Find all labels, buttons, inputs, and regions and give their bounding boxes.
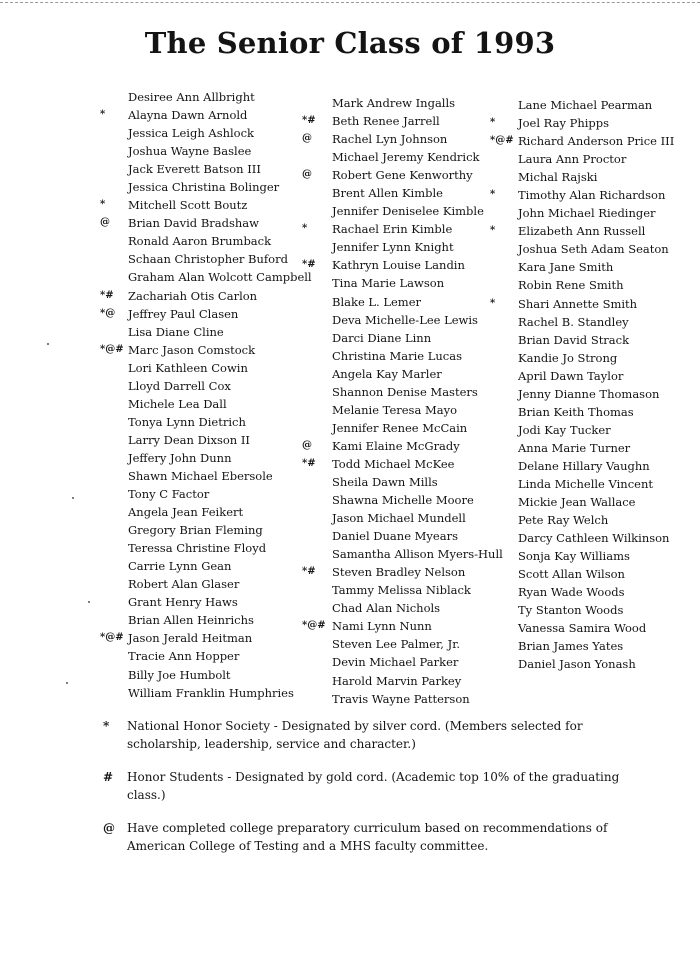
name-row [490, 601, 700, 619]
name-row [302, 672, 502, 690]
student-name: Jeffrey Paul Clasen [128, 306, 239, 321]
name-row [490, 421, 700, 439]
student-name: Pete Ray Welch [518, 513, 609, 528]
honor-mark: *# [302, 259, 316, 271]
name-row [100, 557, 310, 575]
name-row [100, 539, 310, 557]
name-row [100, 160, 310, 178]
legend-honor-students [103, 768, 663, 804]
student-name: Harold Marvin Parkey [332, 673, 462, 688]
student-name: Brian Allen Heinrichs [128, 613, 254, 628]
name-row [100, 178, 310, 196]
name-row [100, 88, 310, 106]
name-row [490, 258, 700, 276]
student-name: Tony C Factor [128, 487, 210, 502]
honor-mark: *@# [100, 343, 124, 355]
student-name: Daniel Jason Yonash [518, 657, 636, 672]
student-name: Melanie Teresa Mayo [332, 402, 458, 417]
honor-mark: *@ [100, 307, 116, 319]
name-row [100, 142, 310, 160]
student-name: Marc Jason Comstock [128, 342, 256, 357]
name-row [490, 511, 700, 529]
honor-mark: @ [302, 133, 312, 145]
name-row [100, 611, 310, 629]
student-name: Jennifer Lynn Knight [332, 240, 454, 255]
student-name: Rachel B. Standley [518, 314, 629, 329]
scan-top-edge [0, 2, 700, 7]
student-name: Brian James Yates [518, 639, 624, 654]
student-name: William Franklin Humphries [128, 685, 294, 700]
honor-mark: * [490, 225, 496, 237]
student-name: Kandie Jo Strong [518, 350, 618, 365]
honor-mark: *@# [490, 135, 514, 147]
student-name: Joshua Seth Adam Seaton [518, 242, 669, 257]
name-row [100, 485, 310, 503]
name-row [100, 647, 310, 665]
scan-speck [88, 601, 90, 603]
student-name: Jason Michael Mundell [332, 511, 466, 526]
name-row [490, 457, 700, 475]
student-name: Nami Lynn Nunn [332, 619, 432, 634]
student-name: Ryan Wade Woods [518, 585, 625, 600]
student-name: Shawn Michael Ebersole [128, 468, 273, 483]
name-row [490, 403, 700, 421]
student-name: Alayna Dawn Arnold [128, 108, 248, 123]
student-name: Linda Michelle Vincent [518, 476, 653, 491]
student-name: Lane Michael Pearman [518, 98, 653, 112]
honor-mark: * [100, 199, 106, 211]
name-row [100, 323, 310, 341]
name-row [490, 276, 700, 294]
honor-mark: *# [302, 115, 316, 127]
student-name: Tina Marie Lawson [332, 276, 445, 291]
name-row [490, 313, 700, 331]
student-name: Gregory Brian Fleming [128, 523, 263, 538]
name-row [302, 184, 502, 202]
name-row [100, 431, 310, 449]
student-name: Larry Dean Dixson II [128, 432, 250, 447]
name-row [490, 96, 700, 114]
student-name: Chad Alan Nichols [332, 601, 441, 616]
student-name: Michal Rajski [518, 170, 598, 185]
name-row [302, 509, 502, 527]
name-row [302, 347, 502, 365]
name-row [490, 439, 700, 457]
student-name: Elizabeth Ann Russell [518, 224, 646, 239]
name-row [302, 473, 502, 491]
honor-mark: @ [302, 169, 312, 181]
name-row [302, 112, 502, 130]
name-row [100, 684, 310, 702]
student-name: Carrie Lynn Gean [128, 559, 232, 574]
legend-text: National Honor Society - Designated by silver cord. (Members selected for scholarship, leadership, service and character.) [127, 719, 583, 751]
student-name: Darcy Cathleen Wilkinson [518, 531, 670, 546]
name-row [302, 527, 502, 545]
name-row [100, 268, 310, 286]
student-name: Shannon Denise Masters [332, 384, 478, 399]
legend-college-prep [103, 819, 663, 855]
student-name: Rachael Erin Kimble [332, 222, 453, 237]
honor-mark: *# [302, 457, 316, 469]
student-name: Samantha Allison Myers-Hull [332, 547, 503, 562]
name-row [302, 166, 502, 184]
student-name: Laura Ann Proctor [518, 152, 627, 167]
name-row [490, 619, 700, 637]
name-row [302, 653, 502, 671]
student-name: Michele Lea Dall [128, 396, 227, 411]
student-name: Ronald Aaron Brumback [128, 234, 272, 249]
student-name: Steven Lee Palmer, Jr. [332, 637, 461, 652]
student-name: Mitchell Scott Boutz [128, 198, 248, 213]
student-name: April Dawn Taylor [518, 368, 624, 383]
name-row [302, 148, 502, 166]
student-name: Mark Andrew Ingalls [332, 96, 456, 110]
student-name: Robert Gene Kenworthy [332, 168, 473, 183]
name-row [302, 419, 502, 437]
name-row [490, 493, 700, 511]
name-row [490, 114, 700, 132]
student-name: Richard Anderson Price III [518, 134, 675, 149]
student-name: Teressa Christine Floyd [128, 541, 267, 556]
student-name: Angela Jean Feikert [128, 505, 244, 520]
honor-mark: * [100, 109, 106, 121]
name-row [100, 124, 310, 142]
name-row [100, 106, 310, 124]
names-column-2 [302, 94, 502, 708]
name-row [490, 385, 700, 403]
name-row [302, 455, 502, 473]
honor-mark: * [490, 297, 496, 309]
name-row [100, 593, 310, 611]
name-row [302, 311, 502, 329]
student-name: Travis Wayne Patterson [332, 691, 470, 706]
student-name: Lori Kathleen Cowin [128, 360, 248, 375]
student-name: Beth Renee Jarrell [332, 114, 440, 129]
student-name: Christina Marie Lucas [332, 348, 463, 363]
name-row [100, 287, 310, 305]
student-name: Rachel Lyn Johnson [332, 132, 448, 147]
name-row [100, 377, 310, 395]
name-row [100, 666, 310, 684]
student-name: Lisa Diane Cline [128, 324, 224, 339]
name-row [302, 491, 502, 509]
name-row [302, 130, 502, 148]
student-name: Sonja Kay Williams [518, 549, 630, 564]
student-name: Jack Everett Batson III [128, 162, 261, 177]
name-row [490, 475, 700, 493]
name-row [490, 583, 700, 601]
name-row [490, 295, 700, 313]
honor-mark: *# [100, 289, 114, 301]
student-name: Kami Elaine McGrady [332, 438, 460, 453]
student-name: Mickie Jean Wallace [518, 495, 636, 510]
student-name: Jason Jerald Heitman [128, 631, 253, 646]
student-name: Vanessa Samira Wood [518, 621, 647, 636]
name-row [302, 635, 502, 653]
name-row [100, 629, 310, 647]
name-row [490, 186, 700, 204]
student-name: Robin Rene Smith [518, 278, 624, 293]
student-name: Jodi Kay Tucker [518, 422, 611, 437]
name-row [302, 256, 502, 274]
name-row [302, 293, 502, 311]
student-name: Anna Marie Turner [518, 440, 631, 455]
name-row [100, 214, 310, 232]
honor-mark: *# [302, 566, 316, 578]
student-name: Desiree Ann Allbright [128, 90, 255, 104]
student-name: Ty Stanton Woods [518, 603, 624, 618]
student-name: Jennifer Renee McCain [332, 420, 468, 435]
name-row [490, 331, 700, 349]
name-row [302, 202, 502, 220]
name-row [490, 150, 700, 168]
student-name: Devin Michael Parker [332, 655, 459, 670]
name-row [302, 365, 502, 383]
student-name: Steven Bradley Nelson [332, 565, 466, 580]
student-name: Brian David Strack [518, 332, 630, 347]
student-name: Scott Allan Wilson [518, 567, 625, 582]
honor-mark: *@# [302, 620, 326, 632]
name-row [490, 132, 700, 150]
name-row [100, 305, 310, 323]
name-row [490, 367, 700, 385]
student-name: Graham Alan Wolcott Campbell [128, 270, 312, 285]
student-name: Billy Joe Humbolt [128, 667, 231, 682]
student-name: Jessica Christina Bolinger [128, 180, 280, 195]
name-row [100, 250, 310, 268]
name-row [302, 599, 502, 617]
name-row [100, 341, 310, 359]
name-row [302, 274, 502, 292]
student-name: Kara Jane Smith [518, 260, 614, 275]
name-row [100, 521, 310, 539]
name-row [302, 238, 502, 256]
student-name: Deva Michelle-Lee Lewis [332, 312, 478, 327]
student-name: Jennifer Deniselee Kimble [332, 204, 484, 219]
student-name: Todd Michael McKee [332, 456, 455, 471]
legend-text: Have completed college preparatory curriculum based on recommendations of American College of Testing and a MHS faculty committee. [127, 821, 608, 853]
name-row [302, 220, 502, 238]
honor-mark: *@# [100, 632, 124, 644]
scan-speck [66, 682, 68, 684]
name-row [100, 503, 310, 521]
names-column-3 [490, 96, 700, 674]
name-row [100, 232, 310, 250]
name-row [490, 565, 700, 583]
student-name: Lloyd Darrell Cox [128, 378, 231, 393]
name-row [302, 383, 502, 401]
name-row [100, 395, 310, 413]
name-row [100, 449, 310, 467]
student-name: Timothy Alan Richardson [518, 188, 666, 203]
student-name: Schaan Christopher Buford [128, 252, 288, 267]
student-name: Grant Henry Haws [128, 595, 238, 610]
student-name: Shawna Michelle Moore [332, 493, 474, 508]
name-row [302, 617, 502, 635]
student-name: Brian David Bradshaw [128, 216, 259, 231]
student-name: John Michael Riedinger [518, 206, 656, 221]
name-row [490, 547, 700, 565]
student-name: Darci Diane Linn [332, 330, 432, 345]
name-row [302, 329, 502, 347]
name-row [100, 467, 310, 485]
scan-speck [72, 497, 74, 499]
name-row [490, 204, 700, 222]
student-name: Tonya Lynn Dietrich [128, 414, 246, 429]
honor-mark: @ [100, 217, 110, 229]
name-row [302, 545, 502, 563]
name-row [490, 222, 700, 240]
student-name: Joel Ray Phipps [518, 116, 610, 131]
name-row [490, 637, 700, 655]
page-title: The Senior Class of 1993 [144, 26, 556, 60]
names-column-1 [100, 88, 310, 702]
name-row [302, 581, 502, 599]
honor-mark: @ [302, 439, 312, 451]
student-name: Blake L. Lemer [332, 294, 422, 309]
name-row [302, 437, 502, 455]
name-row [302, 690, 502, 708]
name-row [490, 168, 700, 186]
name-row [490, 655, 700, 673]
name-row [100, 359, 310, 377]
name-row [302, 401, 502, 419]
student-name: Daniel Duane Myears [332, 529, 458, 544]
scan-speck [47, 343, 49, 345]
legend-symbol: # [103, 770, 114, 784]
honor-mark: * [490, 189, 496, 201]
student-name: Brian Keith Thomas [518, 404, 634, 419]
name-row [490, 529, 700, 547]
student-name: Sheila Dawn Mills [332, 474, 438, 489]
student-name: Robert Alan Glaser [128, 577, 240, 592]
legend-text: Honor Students - Designated by gold cord. (Academic top 10% of the graduating class.) [127, 770, 620, 802]
student-name: Delane Hillary Vaughn [518, 458, 650, 473]
student-name: Kathryn Louise Landin [332, 258, 465, 273]
student-name: Joshua Wayne Baslee [128, 144, 252, 159]
honor-mark: * [302, 223, 308, 235]
name-row [490, 240, 700, 258]
student-name: Zachariah Otis Carlon [128, 288, 258, 303]
student-name: Shari Annette Smith [518, 296, 638, 311]
name-row [302, 563, 502, 581]
student-name: Jenny Dianne Thomason [518, 386, 660, 401]
student-name: Tammy Melissa Niblack [332, 583, 471, 598]
honor-mark: * [490, 117, 496, 129]
legend-symbol: @ [103, 821, 115, 835]
student-name: Michael Jeremy Kendrick [332, 150, 480, 165]
student-name: Brent Allen Kimble [332, 186, 443, 201]
name-row [490, 349, 700, 367]
legend-symbol: * [103, 719, 110, 733]
name-row [100, 196, 310, 214]
name-row [100, 575, 310, 593]
name-row [100, 413, 310, 431]
student-name: Jessica Leigh Ashlock [128, 126, 255, 141]
legend-national-honor-society [103, 717, 663, 753]
name-row [302, 94, 502, 112]
student-name: Jeffery John Dunn [128, 450, 232, 465]
student-name: Tracie Ann Hopper [128, 649, 240, 664]
student-name: Angela Kay Marler [332, 366, 442, 381]
